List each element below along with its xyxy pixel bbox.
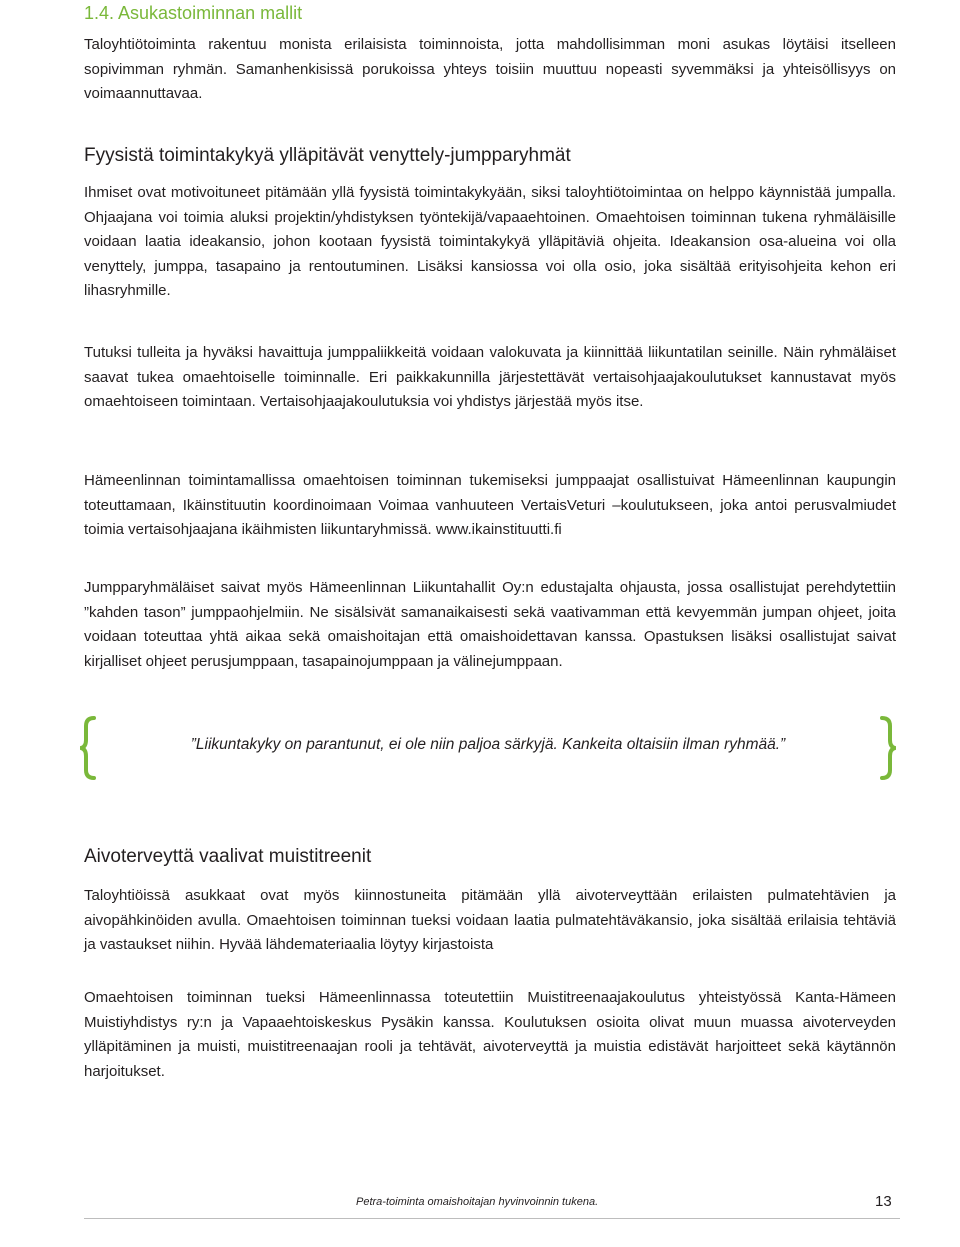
page-number: 13 — [875, 1193, 892, 1210]
footer-text: Petra-toiminta omaishoitajan hyvinvoinnin tukena. — [356, 1196, 599, 1208]
memory-paragraph-1: Taloyhtiöissä asukkaat ovat myös kiinnostuneita pitämään yllä aivoterveyttään erilaisten pulmatehtävien ja aivopähkinöiden avulla. Omaehtoisen toiminnan tueksi voidaan laatia pulmatehtäväkansio, joka sisältää erilaisia tehtäviä ja vastaukset niihin. Hyvää lähdemateriaalia löytyy kirjastoista — [84, 887, 896, 953]
intro-paragraph: Taloyhtiötoiminta rakentuu monista erilaisista toiminnoista, jotta mahdollisimman moni asukas löytäisi itselleen sopivimman ryhmän. Samanhenkisissä porukoissa yhteys toisiin muuttuu nopeasti syvemmäksi ja yhteisöllisyys on voimaannuttavaa. — [84, 36, 896, 102]
quote-box — [80, 714, 896, 782]
exercise-heading: Fyysistä toimintakykyä ylläpitävät venyttely-jumpparyhmät — [84, 145, 571, 166]
exercise-paragraph-1: Ihmiset ovat motivoituneet pitämään yllä fyysistä toimintakykyään, siksi taloyhtiötoimintaa on helppo käynnistää jumpalla. Ohjaajana voi toimia aluksi projektin/yhdistyksen työntekijä/vapaaehtoinen. Omaehtoisen toiminnan tukena ryhmäläisille voidaan laatia ideakansio, johon kootaan fyysistä toimintakykyä ylläpitäviä ohjeita. Ideakansion osa-alueina voi olla venyttely, jumppa, tasapaino ja rentoutuminen. Lisäksi kansiossa voi olla osio, joka sisältää erityisohjeita kehon eri lihasryhmille. — [84, 184, 896, 299]
exercise-paragraph-2: Tutuksi tulleita ja hyväksi havaittuja jumppaliikkeitä voidaan valokuvata ja kiinnittää liikuntatilan seinille. Näin ryhmäläiset saavat tukea omaehtoiselle toiminnalle. Eri paikkakunnilla järjestettävät vertaisohjaajakoulutukset kannustavat myös omaehtoiseen toimintaan. Vertaisohjaajakoulutuksia voi yhdistys järjestää myös itse. — [84, 344, 896, 410]
memory-paragraph-2: Omaehtoisen toiminnan tueksi Hämeenlinnassa toteutettiin Muistitreenaajakoulutus yhteistyössä Kanta-Hämeen Muistiyhdistys ry:n ja Vapaaehtoiskeskus Pysäkin kanssa. Koulutuksen osioita olivat muun muassa aivoterveyden ylläpitäminen ja muisti, muistitreenaajan rooli ja tehtävät, aivoterveyttä ja muistia edistävät harjoitteet sekä käytännön harjoitukset. — [84, 989, 896, 1080]
footer-divider — [84, 1218, 900, 1219]
exercise-paragraph-4: Jumpparyhmäläiset saivat myös Hämeenlinnan Liikuntahallit Oy:n edustajalta ohjausta, jossa osallistujat perehdytettiin ”kahden tason” jumppaohjelmiin. Ne sisälsivät samanaikaisesti sekä vaativamman että kevyemmän jumpan ohjeet, joita voidaan toteuttaa yhtä aikaa sekä omaishoitajan että omaishoidettavan kanssa. Opastuksen lisäksi osallistujat saivat kirjalliset ohjeet perusjumppaan, tasapainojumppaan ja välinejumppaan. — [84, 579, 896, 670]
quote-text: ”Liikuntakyky on parantunut, ei ole niin paljoa särkyjä. Kankeita oltaisiin ilman ryhmää.” — [190, 736, 786, 753]
exercise-paragraph-3: Hämeenlinnan toimintamallissa omaehtoisen toiminnan tukemiseksi jumppaajat osallistuivat Hämeenlinnan kaupungin toteuttamaan, Ikäinstituutin koordinoimaan Voimaa vanhuuteen VertaisVeturi –koulutukseen, joka antoi perusvalmiudet toimia vertaisohjaajana ikäihmisten liikuntaryhmissä. www.ikainstituutti.fi — [84, 472, 896, 538]
section-title: 1.4. Asukastoiminnan mallit — [84, 3, 303, 23]
memory-heading: Aivoterveyttä vaalivat muistitreenit — [84, 846, 372, 867]
